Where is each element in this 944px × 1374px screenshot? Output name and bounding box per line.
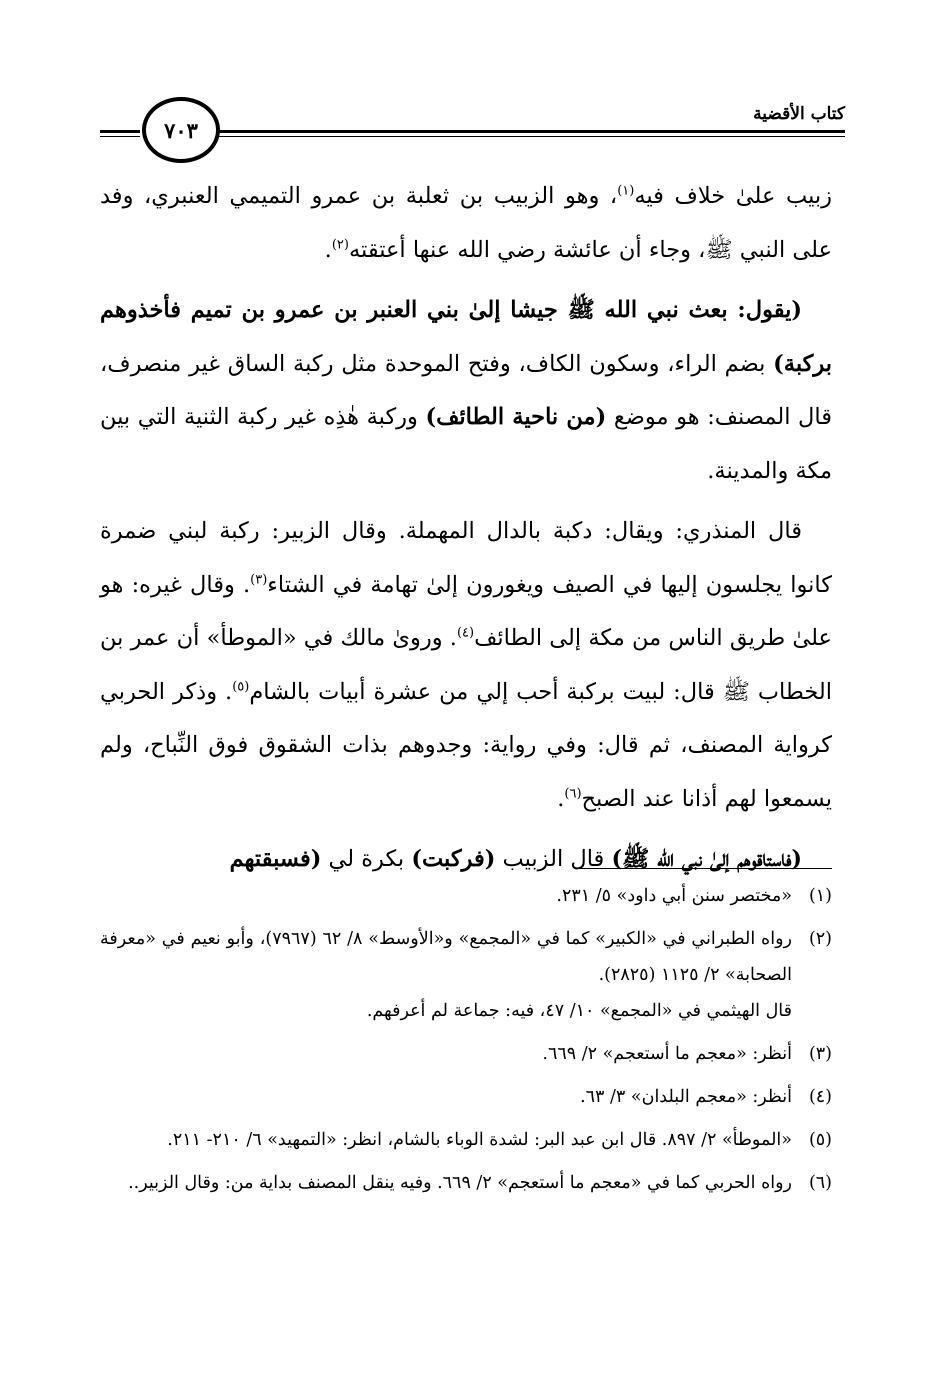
main-text: [100, 170, 832, 887]
footnote-number: (٤): [808, 1087, 832, 1107]
footnote-text: أنظر: «معجم ما أستعجم» ٢/ ٦٦٩.: [542, 1044, 792, 1064]
footnote-6: [100, 1165, 832, 1201]
text-run: بضم الراء، وسكون الكاف، وفتح الموحدة مثل ركبة الساق غير منصرف، قال المصنف: هو موضع: [100, 350, 832, 430]
header-rule-thick: [188, 130, 845, 133]
paragraph-3: [100, 505, 832, 826]
text-run: . وذكر الحربي كرواية المصنف، ثم قال: وفي رواية: وجدوهم بذات الشقوق فوق النِّباح، ولم يسمعوا لهم أذانا عند الصبح: [100, 678, 832, 812]
footnote-2: [100, 921, 832, 1029]
hadith-quote: (فركبت): [411, 846, 496, 872]
hadith-quote: (فسبقتهم: [229, 846, 322, 872]
text-run: . وروىٰ مالك في «الموطأ» أن عمر بن الخطاب ﷺ قال: لبيت بركبة أحب إلي من عشرة أبيات بالشام: [100, 625, 832, 705]
hadith-quote: (من ناحية الطائف): [425, 404, 607, 430]
footnote-ref-3[interactable]: (٣): [250, 572, 268, 587]
text-run: .: [324, 236, 332, 263]
footnote-1: [100, 878, 832, 914]
text-run: قال الزبيب: [495, 846, 612, 872]
footnotes: [100, 878, 832, 1201]
text-run: زبيب علىٰ خلاف فيه: [634, 183, 832, 209]
footnote-3: [100, 1036, 832, 1072]
page-number: ٧٠٣: [164, 117, 198, 143]
footnote-number: (٢): [808, 929, 832, 949]
footnote-ref-2[interactable]: (٢): [331, 237, 349, 252]
book-title: كتاب الأقضية: [753, 104, 845, 124]
header-rule-thick-left: [100, 130, 140, 133]
footnote-text: «الموطأ» ٢/ ٨٩٧. قال ابن عبد البر: لشدة الوباء بالشام، انظر: «التمهيد» ٦/ ٢١٠- ٢١١.: [167, 1130, 792, 1150]
header-rule-thin: [188, 136, 845, 137]
footnote-ref-4[interactable]: (٤): [456, 625, 475, 641]
footnote-ref-6[interactable]: (٦): [564, 786, 582, 801]
footnote-text: «مختصر سنن أبي داود» ٥/ ٢٣١.: [556, 886, 792, 906]
text-run: وركبة هٰذِه غير ركبة الثنية التي بين مكة والمدينة.: [100, 404, 832, 484]
running-header: [100, 92, 845, 162]
footnote-text: رواه الطبراني في «الكبير» كما في «المجمع» و«الأوسط» ٨/ ٦٢ (٧٩٦٧)، وأبو نعيم في «معرفة الصحابة» ٢/ ١١٢٥ (٢٨٢٥).: [100, 929, 792, 985]
paragraph-2: [100, 284, 832, 498]
footnote-5: [100, 1122, 832, 1158]
footnote-separator: [575, 868, 832, 869]
text-run: . وقال غيره: هو علىٰ طريق الناس من مكة إلى الطائف: [100, 571, 832, 651]
text-run: بكرة لي: [321, 846, 412, 872]
footnote-text: قال الهيثمي في «المجمع» ١٠/ ٤٧، فيه: جماعة لم أعرفهم.: [366, 1001, 792, 1021]
hadith-quote: (فاستاقوهم إلىٰ نبي الله ﷺ): [611, 846, 802, 872]
header-rule-thin-left: [100, 136, 140, 137]
footnote-ref-1[interactable]: (١): [617, 183, 635, 199]
text-run: ، وهو الزبيب بن ثعلبة بن عمرو التميمي العنبري، وفد على النبي ﷺ، وجاء أن عائشة رضي الله عنها أعتقته: [100, 183, 832, 263]
text-run: .: [557, 785, 565, 812]
hadith-quote: (يقول: بعث نبي الله ﷺ جيشا إلىٰ بني العنبر بن عمرو بن تميم فأخذوهم بركبة): [100, 297, 832, 377]
footnote-number: (٦): [808, 1173, 832, 1193]
page-number-badge: [142, 97, 220, 163]
footnote-number: (٥): [808, 1130, 832, 1150]
footnote-4: [100, 1079, 832, 1115]
footnote-number: (٣): [808, 1044, 832, 1064]
footnote-number: (١): [808, 886, 832, 906]
footnote-text: رواه الحربي كما في «معجم ما أستعجم» ٢/ ٦٦٩. وفيه ينقل المصنف بداية من: وقال الزبير..: [128, 1173, 792, 1193]
paragraph-1: [100, 170, 832, 277]
footnote-ref-5[interactable]: (٥): [232, 679, 250, 694]
text-run: قال المنذري: ويقال: دكبة بالدال المهملة. وقال الزبير: ركبة لبني ضمرة كانوا يجلسون إليها في الصيف ويغورون إلىٰ تهامة في الشتاء: [100, 518, 832, 598]
footnote-text: أنظر: «معجم البلدان» ٣/ ٦٣.: [580, 1087, 792, 1107]
